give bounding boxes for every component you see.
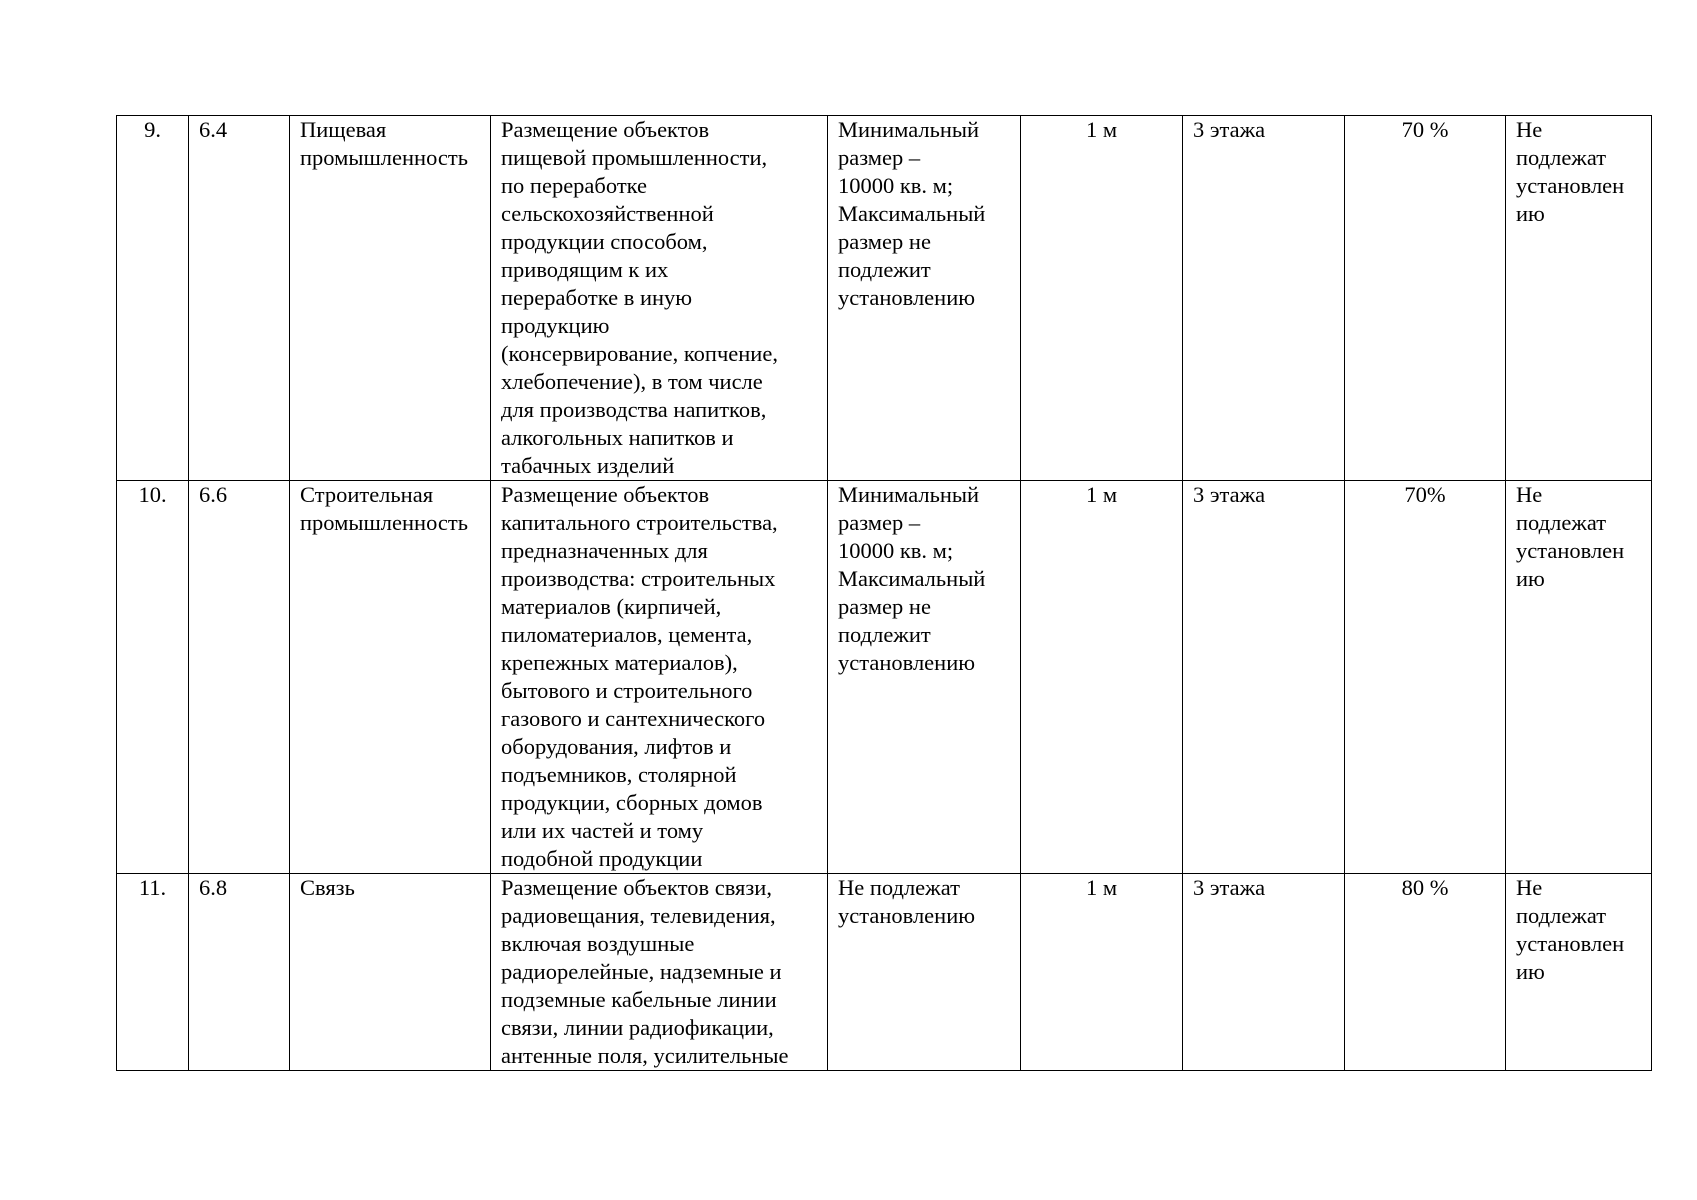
row-number: 11. [117,874,189,1071]
zoning-table [116,115,1652,1071]
table-row [117,481,1652,874]
row-number: 10. [117,481,189,874]
table-row [117,116,1652,481]
use-description: Размещение объектов капитального строительства, предназначенных для производства: строительных материалов (кирпичей, пиломатериалов, цемента, крепежных материалов), бытового и строительного газового и сантехнического оборудования, лифтов и подъемников, столярной продукции, сборных домов или их частей и тому подобной продукции [491,481,828,874]
max-floors: 3 этажа [1183,874,1345,1071]
setback: 1 м [1021,116,1183,481]
other-params: Не подлежат установлен ию [1506,874,1652,1071]
other-params: Не подлежат установлен ию [1506,116,1652,481]
plot-size: Минимальный размер – 10000 кв. м; Максимальный размер не подлежит установлению [828,481,1021,874]
max-coverage-percent: 80 % [1345,874,1506,1071]
use-description: Размещение объектов связи, радиовещания, телевидения, включая воздушные радиорелейные, надземные и подземные кабельные линии связи, линии радиофикации, антенные поля, усилительные [491,874,828,1071]
plot-size: Минимальный размер – 10000 кв. м; Максимальный размер не подлежит установлению [828,116,1021,481]
setback: 1 м [1021,874,1183,1071]
use-code: 6.4 [189,116,290,481]
table-row [117,874,1652,1071]
use-code: 6.8 [189,874,290,1071]
max-floors: 3 этажа [1183,481,1345,874]
max-floors: 3 этажа [1183,116,1345,481]
max-coverage-percent: 70% [1345,481,1506,874]
other-params: Не подлежат установлен ию [1506,481,1652,874]
plot-size: Не подлежат установлению [828,874,1021,1071]
use-name: Связь [290,874,491,1071]
use-description: Размещение объектов пищевой промышленности, по переработке сельскохозяйственной продукции способом, приводящим к их переработке в иную продукцию (консервирование, копчение, хлебопечение), в том числе для производства напитков, алкогольных напитков и табачных изделий [491,116,828,481]
use-name: Пищевая промышленность [290,116,491,481]
use-name: Строительная промышленность [290,481,491,874]
row-number: 9. [117,116,189,481]
use-code: 6.6 [189,481,290,874]
setback: 1 м [1021,481,1183,874]
max-coverage-percent: 70 % [1345,116,1506,481]
